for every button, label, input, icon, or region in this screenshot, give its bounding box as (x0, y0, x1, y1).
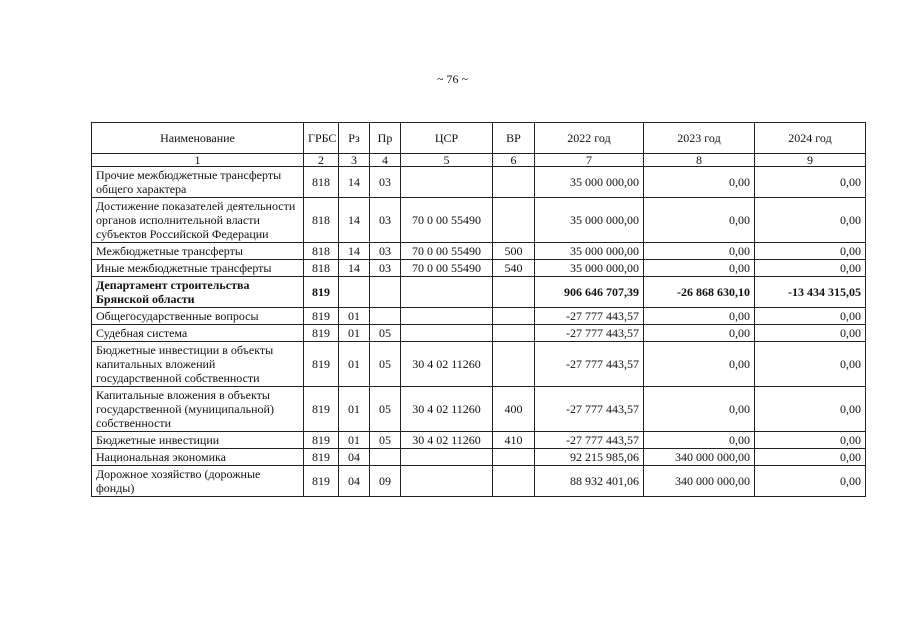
amount-2023-cell: 340 000 000,00 (644, 449, 755, 466)
grbs-cell: 819 (304, 325, 339, 342)
grbs-cell: 819 (304, 342, 339, 387)
amount-2024-cell: 0,00 (755, 308, 866, 325)
vr-cell: 400 (493, 387, 535, 432)
pr-cell: 05 (370, 325, 401, 342)
grbs-cell: 819 (304, 432, 339, 449)
name-cell: Капитальные вложения в объекты государственной (муниципальной) собственности (92, 387, 304, 432)
rz-cell: 14 (339, 260, 370, 277)
rz-cell: 14 (339, 198, 370, 243)
amount-2023-cell: 0,00 (644, 432, 755, 449)
amount-2023-cell: -26 868 630,10 (644, 277, 755, 308)
vr-cell: 500 (493, 243, 535, 260)
column-number-cell: 2 (304, 154, 339, 167)
csr-cell (401, 449, 493, 466)
vr-cell (493, 167, 535, 198)
grbs-cell: 819 (304, 308, 339, 325)
table-row (92, 198, 866, 243)
amount-2022-cell: 35 000 000,00 (535, 198, 644, 243)
name-cell: Прочие межбюджетные трансферты общего характера (92, 167, 304, 198)
amount-2023-cell: 0,00 (644, 260, 755, 277)
rz-cell: 01 (339, 325, 370, 342)
name-cell: Дорожное хозяйство (дорожные фонды) (92, 466, 304, 497)
header-cell: ГРБС (304, 123, 339, 154)
table-row (92, 243, 866, 260)
amount-2022-cell: 88 932 401,06 (535, 466, 644, 497)
amount-2023-cell: 0,00 (644, 387, 755, 432)
amount-2024-cell: 0,00 (755, 325, 866, 342)
header-cell: 2022 год (535, 123, 644, 154)
column-number-cell: 3 (339, 154, 370, 167)
csr-cell: 30 4 02 11260 (401, 432, 493, 449)
header-cell: 2024 год (755, 123, 866, 154)
amount-2024-cell: 0,00 (755, 243, 866, 260)
header-row (92, 123, 866, 154)
header-cell: Наименование (92, 123, 304, 154)
name-cell: Бюджетные инвестиции в объекты капитальных вложений государственной собственности (92, 342, 304, 387)
table-row (92, 449, 866, 466)
vr-cell (493, 198, 535, 243)
name-cell: Бюджетные инвестиции (92, 432, 304, 449)
header-cell: Рз (339, 123, 370, 154)
rz-cell: 04 (339, 466, 370, 497)
amount-2023-cell: 0,00 (644, 167, 755, 198)
csr-cell (401, 466, 493, 497)
header-cell: 2023 год (644, 123, 755, 154)
amount-2023-cell: 0,00 (644, 342, 755, 387)
vr-cell: 540 (493, 260, 535, 277)
amount-2023-cell: 0,00 (644, 198, 755, 243)
table-row (92, 466, 866, 497)
csr-cell: 30 4 02 11260 (401, 342, 493, 387)
column-number-cell: 9 (755, 154, 866, 167)
grbs-cell: 819 (304, 277, 339, 308)
csr-cell: 70 0 00 55490 (401, 260, 493, 277)
name-cell: Национальная экономика (92, 449, 304, 466)
vr-cell: 410 (493, 432, 535, 449)
rz-cell: 14 (339, 167, 370, 198)
amount-2023-cell: 0,00 (644, 325, 755, 342)
csr-cell (401, 167, 493, 198)
budget-table (91, 122, 866, 497)
amount-2024-cell: 0,00 (755, 432, 866, 449)
name-cell: Достижение показателей деятельности органов исполнительной власти субъектов Российской Федерации (92, 198, 304, 243)
rz-cell: 04 (339, 449, 370, 466)
pr-cell: 05 (370, 342, 401, 387)
rz-cell: 01 (339, 432, 370, 449)
pr-cell: 03 (370, 167, 401, 198)
name-cell: Департамент строительства Брянской области (92, 277, 304, 308)
csr-cell (401, 277, 493, 308)
table-row (92, 260, 866, 277)
pr-cell (370, 449, 401, 466)
amount-2022-cell: -27 777 443,57 (535, 432, 644, 449)
table-row (92, 167, 866, 198)
grbs-cell: 819 (304, 466, 339, 497)
pr-cell: 03 (370, 260, 401, 277)
pr-cell: 05 (370, 432, 401, 449)
amount-2024-cell: 0,00 (755, 167, 866, 198)
column-number-cell: 1 (92, 154, 304, 167)
pr-cell (370, 308, 401, 325)
table-row (92, 432, 866, 449)
table-row (92, 342, 866, 387)
csr-cell (401, 325, 493, 342)
pr-cell (370, 277, 401, 308)
column-number-cell: 6 (493, 154, 535, 167)
amount-2024-cell: 0,00 (755, 260, 866, 277)
amount-2024-cell: 0,00 (755, 466, 866, 497)
column-number-row (92, 154, 866, 167)
pr-cell: 09 (370, 466, 401, 497)
grbs-cell: 819 (304, 449, 339, 466)
amount-2024-cell: 0,00 (755, 198, 866, 243)
amount-2024-cell: 0,00 (755, 449, 866, 466)
amount-2022-cell: 35 000 000,00 (535, 260, 644, 277)
amount-2022-cell: -27 777 443,57 (535, 308, 644, 325)
amount-2023-cell: 0,00 (644, 243, 755, 260)
table-row (92, 387, 866, 432)
amount-2022-cell: 35 000 000,00 (535, 167, 644, 198)
column-number-cell: 7 (535, 154, 644, 167)
header-cell: Пр (370, 123, 401, 154)
amount-2022-cell: -27 777 443,57 (535, 342, 644, 387)
pr-cell: 03 (370, 243, 401, 260)
amount-2022-cell: 906 646 707,39 (535, 277, 644, 308)
vr-cell (493, 308, 535, 325)
vr-cell (493, 466, 535, 497)
amount-2024-cell: -13 434 315,05 (755, 277, 866, 308)
pr-cell: 03 (370, 198, 401, 243)
table-row (92, 277, 866, 308)
amount-2022-cell: 92 215 985,06 (535, 449, 644, 466)
vr-cell (493, 325, 535, 342)
amount-2024-cell: 0,00 (755, 387, 866, 432)
grbs-cell: 818 (304, 243, 339, 260)
amount-2022-cell: -27 777 443,57 (535, 387, 644, 432)
rz-cell (339, 277, 370, 308)
amount-2022-cell: -27 777 443,57 (535, 325, 644, 342)
amount-2023-cell: 0,00 (644, 308, 755, 325)
csr-cell (401, 308, 493, 325)
rz-cell: 14 (339, 243, 370, 260)
vr-cell (493, 342, 535, 387)
grbs-cell: 818 (304, 260, 339, 277)
amount-2023-cell: 340 000 000,00 (644, 466, 755, 497)
rz-cell: 01 (339, 387, 370, 432)
grbs-cell: 818 (304, 198, 339, 243)
header-cell: ВР (493, 123, 535, 154)
csr-cell: 30 4 02 11260 (401, 387, 493, 432)
table-row (92, 325, 866, 342)
rz-cell: 01 (339, 342, 370, 387)
amount-2022-cell: 35 000 000,00 (535, 243, 644, 260)
amount-2024-cell: 0,00 (755, 342, 866, 387)
column-number-cell: 5 (401, 154, 493, 167)
rz-cell: 01 (339, 308, 370, 325)
page-number: ~ 76 ~ (437, 72, 468, 86)
name-cell: Общегосударственные вопросы (92, 308, 304, 325)
name-cell: Судебная система (92, 325, 304, 342)
vr-cell (493, 449, 535, 466)
column-number-cell: 8 (644, 154, 755, 167)
vr-cell (493, 277, 535, 308)
grbs-cell: 819 (304, 387, 339, 432)
pr-cell: 05 (370, 387, 401, 432)
name-cell: Межбюджетные трансферты (92, 243, 304, 260)
name-cell: Иные межбюджетные трансферты (92, 260, 304, 277)
header-cell: ЦСР (401, 123, 493, 154)
csr-cell: 70 0 00 55490 (401, 198, 493, 243)
table-row (92, 308, 866, 325)
csr-cell: 70 0 00 55490 (401, 243, 493, 260)
grbs-cell: 818 (304, 167, 339, 198)
column-number-cell: 4 (370, 154, 401, 167)
